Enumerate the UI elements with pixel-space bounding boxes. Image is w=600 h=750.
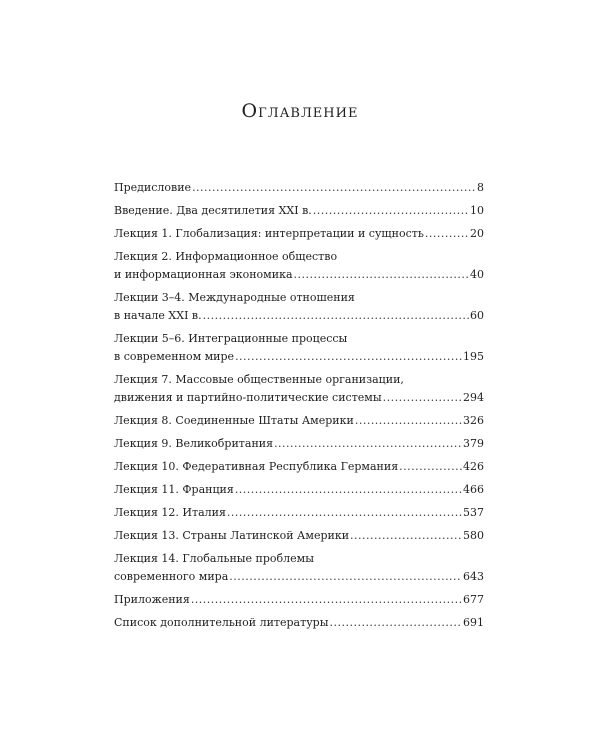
toc-entry-title: Лекция 8. Соединенные Штаты Америки xyxy=(114,414,354,427)
toc-entry xyxy=(114,412,484,430)
toc-entry-title: Приложения xyxy=(114,593,190,606)
toc-line xyxy=(114,266,484,284)
toc-entry xyxy=(114,614,484,632)
toc-line xyxy=(114,179,484,197)
toc-entry xyxy=(114,248,484,284)
toc-page-number: 426 xyxy=(463,460,484,473)
toc-line xyxy=(114,225,484,243)
toc-page-number: 294 xyxy=(463,391,484,404)
toc-entry-title: и информационная экономика xyxy=(114,268,293,281)
toc-entry-title: движения и партийно-политические системы xyxy=(114,391,382,404)
toc-line xyxy=(114,591,484,609)
toc-page-number: 60 xyxy=(470,309,484,322)
toc-page-number: 10 xyxy=(470,204,484,217)
toc-page-number: 537 xyxy=(463,506,484,519)
toc-entry xyxy=(114,550,484,586)
toc-entry-title: современного мира xyxy=(114,570,229,583)
toc-line xyxy=(114,458,484,476)
toc-entry xyxy=(114,527,484,545)
toc-line xyxy=(114,435,484,453)
toc-line xyxy=(114,389,484,407)
toc-entry-title: Введение. Два десятилетия XXI в. xyxy=(114,204,312,217)
page-title: Оглавление xyxy=(241,100,359,122)
toc-line xyxy=(114,527,484,545)
toc-entry-title: Лекция 9. Великобритания xyxy=(114,437,274,450)
toc-entry xyxy=(114,591,484,609)
dot-leader xyxy=(191,591,462,609)
dot-leader xyxy=(383,389,462,407)
toc-line xyxy=(114,348,484,366)
toc-entry xyxy=(114,330,484,366)
toc-line xyxy=(114,412,484,430)
toc-page-number: 677 xyxy=(463,593,484,606)
dot-leader xyxy=(313,202,469,220)
dot-leader xyxy=(425,225,469,243)
toc-page-number: 8 xyxy=(477,181,484,194)
dot-leader xyxy=(235,348,462,366)
toc-entry xyxy=(114,202,484,220)
dot-leader xyxy=(350,527,462,545)
toc-entry xyxy=(114,481,484,499)
toc-entry xyxy=(114,179,484,197)
toc-entry xyxy=(114,225,484,243)
toc-page-number: 379 xyxy=(463,437,484,450)
toc-entry-title: Предисловие xyxy=(114,181,192,194)
toc-line xyxy=(114,307,484,325)
toc-entry xyxy=(114,289,484,325)
dot-leader xyxy=(235,481,462,499)
dot-leader xyxy=(203,307,469,325)
toc-entry-title: Лекция 12. Италия xyxy=(114,506,226,519)
toc-entry-title: в начале XXI в. xyxy=(114,309,202,322)
toc-page-number: 326 xyxy=(463,414,484,427)
toc-entry-title-first-line: Лекции 3–4. Международные отношения xyxy=(114,291,355,304)
toc-page-number: 691 xyxy=(463,616,484,629)
toc-entry-title: Лекция 10. Федеративная Республика Германия xyxy=(114,460,399,473)
toc-entry-title: в современном мире xyxy=(114,350,235,363)
toc-line xyxy=(114,202,484,220)
toc-entry xyxy=(114,435,484,453)
toc-page-number: 40 xyxy=(470,268,484,281)
dot-leader xyxy=(192,179,476,197)
toc-page-number: 643 xyxy=(463,570,484,583)
toc-entry-title: Лекция 13. Страны Латинской Америки xyxy=(114,529,350,542)
toc-entry-title-first-line: Лекции 5–6. Интеграционные процессы xyxy=(114,332,348,345)
toc-entry-title-first-line: Лекция 14. Глобальные проблемы xyxy=(114,552,314,565)
dot-leader xyxy=(229,568,462,586)
dot-leader xyxy=(274,435,462,453)
toc-entry-title-first-line: Лекция 2. Информационное общество xyxy=(114,250,338,263)
toc-entry xyxy=(114,504,484,522)
dot-leader xyxy=(329,614,462,632)
toc-page-number: 20 xyxy=(470,227,484,240)
toc-entry-title: Лекция 1. Глобализация: интерпретации и сущность xyxy=(114,227,424,240)
toc-line xyxy=(114,504,484,522)
toc-page-number: 195 xyxy=(463,350,484,363)
toc-entry-title: Список дополнительной литературы xyxy=(114,616,329,629)
toc-line xyxy=(114,568,484,586)
toc-line xyxy=(114,481,484,499)
toc-entry-title: Лекция 11. Франция xyxy=(114,483,234,496)
toc-entry xyxy=(114,458,484,476)
toc-entry xyxy=(114,371,484,407)
table-of-contents xyxy=(114,179,484,637)
toc-line xyxy=(114,614,484,632)
dot-leader xyxy=(227,504,462,522)
toc-page-number: 580 xyxy=(463,529,484,542)
toc-entry-title-first-line: Лекция 7. Массовые общественные организации, xyxy=(114,373,404,386)
dot-leader xyxy=(355,412,462,430)
dot-leader xyxy=(294,266,470,284)
dot-leader xyxy=(399,458,462,476)
toc-page-number: 466 xyxy=(463,483,484,496)
